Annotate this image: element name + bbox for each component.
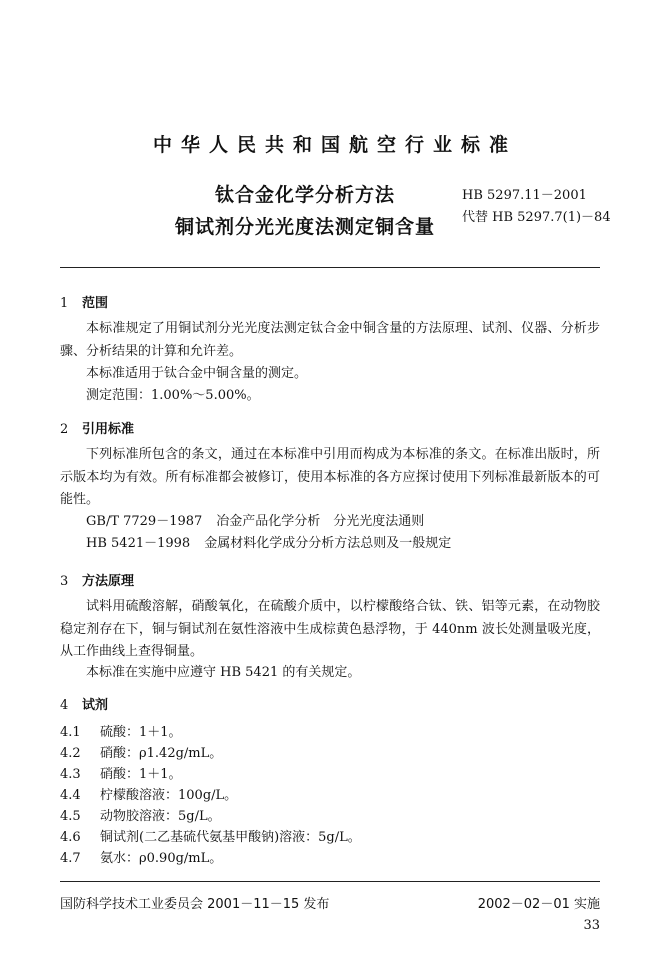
reagent-number: 4.2 bbox=[60, 746, 81, 761]
document-title-line2: 铜试剂分光光度法测定铜含量 bbox=[174, 216, 435, 238]
reagent-item bbox=[60, 828, 361, 848]
principle-paragraph-2: 本标准在实施中应遵守 HB 5421 的有关规定。 bbox=[86, 665, 361, 680]
reagent-item bbox=[60, 849, 222, 869]
section-title: 方法原理 bbox=[82, 574, 135, 589]
reference-code: HB 5421－1998 bbox=[86, 536, 191, 551]
reagent-item bbox=[60, 744, 222, 764]
reagent-number: 4.3 bbox=[60, 767, 81, 782]
reagent-number: 4.1 bbox=[60, 725, 81, 740]
section-title: 引用标准 bbox=[82, 422, 135, 437]
header-divider bbox=[60, 267, 600, 268]
section-title: 试剂 bbox=[82, 698, 109, 713]
section-number: 3 bbox=[60, 574, 69, 589]
reagent-number: 4.4 bbox=[60, 788, 81, 803]
reference-item bbox=[86, 533, 451, 555]
section-heading-principle bbox=[60, 570, 134, 589]
reagent-text: 氨水：ρ0.90g/mL。 bbox=[100, 851, 223, 866]
section-heading-references bbox=[60, 418, 134, 437]
reagent-item bbox=[60, 723, 182, 743]
reagent-item bbox=[60, 807, 221, 827]
footer-divider bbox=[60, 881, 600, 882]
section-heading-scope bbox=[60, 292, 108, 311]
scope-paragraph-2: 本标准适用于钛合金中铜含量的测定。 bbox=[86, 366, 308, 381]
effective-date: 2002－02－01 实施 bbox=[477, 897, 600, 912]
page-number: 33 bbox=[583, 918, 600, 933]
reference-title: 冶金产品化学分析 分光光度法通则 bbox=[216, 514, 425, 529]
reagent-item bbox=[60, 786, 237, 806]
reagent-text: 硝酸：1＋1。 bbox=[100, 767, 182, 782]
reagent-text: 动物胶溶液：5g/L。 bbox=[100, 809, 221, 824]
reagent-number: 4.7 bbox=[60, 851, 81, 866]
standard-number: HB 5297.11－2001 bbox=[462, 188, 587, 203]
reagent-text: 硫酸：1＋1。 bbox=[100, 725, 182, 740]
section-number: 1 bbox=[60, 296, 69, 311]
references-paragraph: 下列标准所包含的条文，通过在本标准中引用而构成为本标准的条文。在标准出版时，所示版本均为有效。所有标准都会被修订，使用本标准的各方应探讨使用下列标准最新版本的可能性。 bbox=[60, 447, 600, 507]
principle-paragraph-1: 试料用硫酸溶解，硝酸氧化，在硫酸介质中，以柠檬酸络合钛、铁、铝等元素，在动物胶稳定剂存在下，铜与铜试剂在氨性溶液中生成棕黄色悬浮物，于 440nm 波长处测量吸光度，从工作曲线上查得铜量。 bbox=[60, 599, 600, 659]
reagent-text: 硝酸：ρ1.42g/mL。 bbox=[100, 746, 223, 761]
document-title-line1: 钛合金化学分析方法 bbox=[214, 184, 395, 206]
reagent-text: 柠檬酸溶液：100g/L。 bbox=[100, 788, 238, 803]
issue-statement: 国防科学技术工业委员会 2001－11－15 发布 bbox=[60, 897, 330, 912]
reference-item bbox=[86, 511, 424, 533]
replaces-standard: 代替 HB 5297.7(1)－84 bbox=[462, 210, 611, 225]
reagent-item bbox=[60, 765, 182, 785]
section-number: 4 bbox=[60, 698, 69, 713]
section-heading-reagents bbox=[60, 694, 108, 713]
reagent-number: 4.5 bbox=[60, 809, 81, 824]
section-number: 2 bbox=[60, 422, 69, 437]
document-header-org: 中华人民共和国航空行业标准 bbox=[152, 134, 517, 156]
section-title: 范围 bbox=[82, 296, 109, 311]
reference-title: 金属材料化学成分分析方法总则及一般规定 bbox=[204, 536, 452, 551]
scope-paragraph-1: 本标准规定了用铜试剂分光光度法测定钛合金中铜含量的方法原理、试剂、仪器、分析步骤、分析结果的计算和允许差。 bbox=[60, 321, 600, 359]
reagent-text: 铜试剂(二乙基硫代氨基甲酸钠)溶液：5g/L。 bbox=[100, 830, 361, 845]
scope-paragraph-3: 测定范围：1.00%～5.00%。 bbox=[86, 388, 260, 403]
reference-code: GB/T 7729－1987 bbox=[86, 514, 203, 529]
reagent-number: 4.6 bbox=[60, 830, 81, 845]
